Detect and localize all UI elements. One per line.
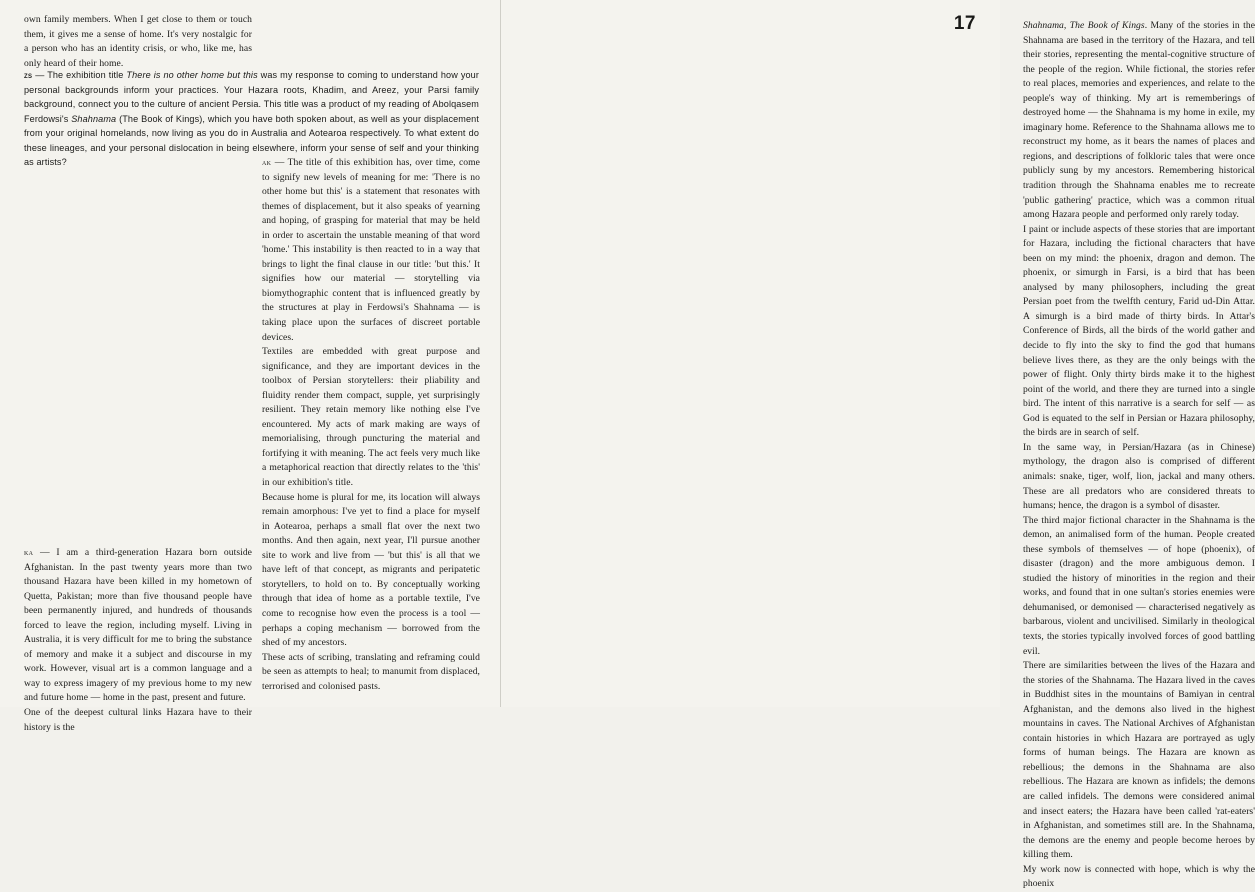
recto-paragraph-phoenix-dragon-demon: I paint or include aspects of these stories that are important for Hazara, including the fictional characters that have been on my mind: the phoenix, dragon and demon. The phoenix, or simurgh in Farsi, is a bird that has been analysed by many philosophers, including the great Persian poet from the twelfth century, Farid ud-Din Attar. A simurgh is a bird made of thirty birds. In Attar's Conference of Birds, all the birds of the world gather and decide to fly into the sky to find the god that humans believe lives there, as they are the only beings with the power of flight. Only thirty birds make it to the highest point of the world, and there they are turned into a single bird. The intent of this narrative is a search for self — as God is equated to the self in Persian or Hazara philosophy, the birds are in search of self. bbox=[1023, 223, 1255, 439]
recto-paragraph-demon: The third major fictional character in the Shahnama is the demon, an animalised form of the human. People created these symbols of themselves — of hope (phoenix), of disaster (dragon) and the more ambiguous demon. I studied the history of minorities in the region and their works, and found that in one sultan's stories enemies were dehumanised, or demonised — characterised negatively as barbarous, violent and uncivilised. Similarly in theological texts, the stories typically involved forces of good battling evil. bbox=[1023, 514, 1255, 657]
answer-ka-paragraph-1 bbox=[24, 545, 252, 706]
recto-paragraph-similarities: There are similarities between the lives of the Hazara and the stories of the Shahnama. The Hazara lived in the caves in Buddhist sites in the mountains of Bamiyan in central Afghanistan, and the demons also lived in the highest mountains in caves. The National Archives of Afghanistan contain histories in which Hazara are portrayed as ugly forms of human beings. The Hazara are known as rebellious; the demons in the Shahnama are also rebellious. The Hazara are known as infidels; the demons are called infidels. The demons were considered animal and insect eaters; the Hazara have been called 'rat-eaters' in Afghanistan, and sometimes still are. In the Shahnama, the demons are the enemy and people become heroes by killing them. bbox=[1023, 660, 1255, 861]
answer-ka-paragraph-2: One of the deepest cultural links Hazara have to their history is the bbox=[24, 707, 252, 733]
answer-ak-paragraph-3: Because home is plural for me, its location will always remain amorphous: I've yet to find a place for myself in Aotearoa, perhaps a small flat over the next two months. And then again, next year, I'll pursue another site to work and live from — 'but this' is all that we have left of that concept, as migrants and peripatetic storytellers, to hold on to. By conceptually working through that idea of home as a portable textile, I've come to recognise how even the process is a tool — perhaps a coping mechanism — borrowed from the shed of my ancestors. bbox=[262, 491, 480, 649]
answer-ka-block bbox=[24, 545, 252, 735]
speaker-label-ak: ak bbox=[262, 157, 272, 167]
verso-continuation-block bbox=[24, 13, 252, 71]
recto-paragraph-dragon: In the same way, in Persian/Hazara (as in Chinese) mythology, the dragon also is comprised of different animals: snake, tiger, wolf, lion, jackal and many others. These are all predators who are considered threats to humans; hence, the dragon is a symbol of disaster. bbox=[1023, 441, 1255, 512]
shahnama-title-italic: Shahnama, The Book of Kings bbox=[1023, 20, 1145, 31]
answer-ka-text-1: I am a third-generation Hazara born outside Afghanistan. In the past twenty years more than two thousand Hazara have been killed in my hometown of Quetta, Pakistan; more than five thousand people have been permanently injured, and hundreds of thousands forced to leave the region, including myself. Living in Australia, it is very difficult for me to bring the substance of memory and make it a subject and discourse in my work. However, visual art is a common language and a way to express imagery of my previous home to my new and future home — home in the past, present and future. bbox=[24, 547, 252, 704]
question-text-part1: The exhibition title bbox=[47, 70, 127, 80]
recto-text-shahnama-opening: . Many of the stories in the Shahnama are based in the territory of the Hazara, and tell their stories, representing the mental-cognitive structure of the people of the region. While fictional, the stories refer to real places, memories and experiences, and relate to the people's way of thinking. My art is rememberings of destroyed home — the Shahnama is my home in exile, my imaginary home. Reference to the Shahnama allows me to reconstruct my home, as it bears the names of places and regions, and descriptions of folkloric tales that were once publicly sung by my ancestors. Remembering historical tradition through the Shahnama enables me to recreate 'public gathering' practice, which was a common ritual among Hazara people and performed only rarely today. bbox=[1023, 20, 1255, 221]
question-text-part2: was my response to coming to understand how your personal backgrounds inform your practices. Your Hazara roots, Khadim, and Areez, your Parsi family background, connect you to the culture of ancient Persia. This title was a product of my reading of Abolqasem Ferdowsi's bbox=[24, 70, 480, 124]
answer-ak-block bbox=[262, 155, 480, 694]
speaker-label-zs: zs bbox=[24, 70, 33, 80]
recto-text-column bbox=[1023, 19, 1255, 892]
continuation-paragraph: own family members. When I get close to them or touch them, it gives me a sense of home. It's very nostalgic for a person who has an identity crisis, or who, like me, has only heard of their home. bbox=[24, 14, 252, 69]
recto-paragraph-hope: My work now is connected with hope, which is why the phoenix bbox=[1023, 863, 1255, 890]
speaker-label-ka: ka bbox=[24, 547, 34, 557]
shahnama-italic: Shahnama bbox=[71, 113, 117, 124]
question-text-part3: (The Book of Kings), which you have both spoken about, as well as your displacement from your original homelands, now living as you do in Australia and Aotearoa respectively. To what extent do these lineages, and your personal dislocation in being elsewhere, inform your sense of self and your thinking as artists? bbox=[24, 113, 479, 167]
answer-ka-dash: — bbox=[33, 547, 57, 558]
verso-page bbox=[0, 0, 501, 733]
question-dash: — bbox=[32, 70, 48, 80]
answer-ak-text-1: The title of this exhibition has, over time, come to signify new levels of meaning for me: 'There is no other home but this' is a statement that resonates with themes of displacement, but it also speaks of yearning and hoping, of grasping for material that may be held in order to ascertain the unstable meaning of that word 'home.' This instability is then reacted to in a way that brings to light the final clause in our title: 'but this.' It signifies how our material — storytelling via biomythographic content that is influenced greatly by the structures at play in Ferdowsi's Shahnama — is taking place upon the surfaces of discreet portable devices. bbox=[262, 157, 480, 343]
answer-ak-paragraph-1 bbox=[262, 155, 480, 345]
recto-paragraph-shahnama-opening bbox=[1023, 19, 1255, 223]
page-number: 17 bbox=[953, 13, 976, 34]
exhibition-title-italic: There is no other home but this bbox=[126, 70, 258, 80]
recto-page bbox=[501, 0, 1255, 890]
answer-ak-dash: — bbox=[271, 157, 288, 168]
answer-ak-paragraph-2: Textiles are embedded with great purpose and significance, and they are important devices in the toolbox of Persian storytellers: their pliability and fluidity render them compact, supple, yet surprisingly resilient. They retain memory like nothing else I've encountered. My acts of mark making are ways of memorialising, through puncturing the material and fortifying it with meaning. The act feels very much like a metaphorical reaction that directly relates to the 'this' in our exhibition's title. bbox=[262, 346, 480, 489]
answer-ak-paragraph-4: These acts of scribing, translating and reframing could be seen as attempts to heal; to manumit from displaced, terrorised and colonised pasts. bbox=[262, 651, 480, 692]
